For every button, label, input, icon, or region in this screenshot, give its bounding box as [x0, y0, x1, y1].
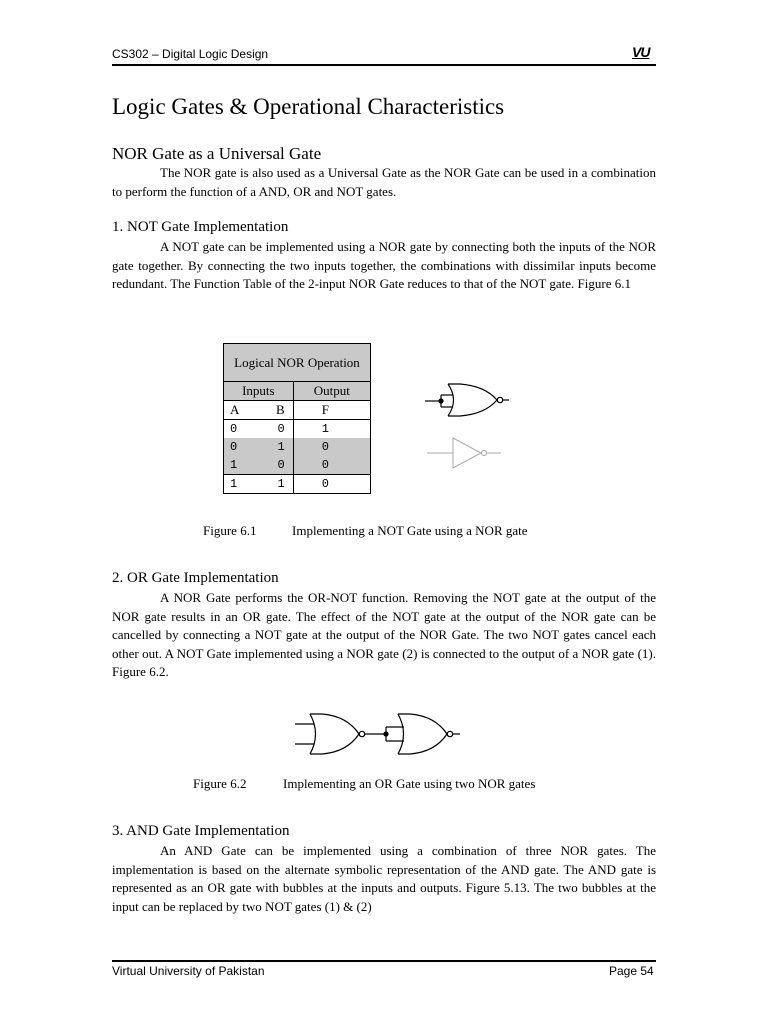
col-f-header: F — [293, 401, 370, 420]
table-row: 0 0 1 — [224, 420, 371, 439]
footer-institution: Virtual University of Pakistan — [112, 964, 265, 978]
not-heading: 1. NOT Gate Implementation — [112, 219, 289, 235]
figure-6-2-caption: Implementing an OR Gate using two NOR gates — [283, 776, 536, 791]
table-row: 1 0 0 — [224, 456, 371, 475]
section-intro: The NOR gate is also used as a Universal Gate as the NOR Gate can be used in a combination to perform the function of a AND, OR and NOT gates. — [112, 165, 656, 199]
header-rule — [112, 64, 656, 66]
section-heading: NOR Gate as a Universal Gate — [112, 144, 322, 163]
vu-logo: VU — [632, 44, 650, 60]
and-heading: 3. AND Gate Implementation — [112, 823, 290, 839]
page-number: Page 54 — [609, 964, 654, 978]
two-nor-gates-icon — [290, 710, 465, 758]
or-heading: 2. OR Gate Implementation — [112, 570, 279, 586]
table-title: Logical NOR Operation — [224, 344, 371, 382]
col-a-header: A — [224, 401, 257, 420]
output-header: Output — [293, 382, 370, 401]
figure-6-2-number: Figure 6.2 — [193, 776, 247, 791]
nor-gate-tied-inputs-icon — [420, 374, 515, 422]
page-title: Logic Gates & Operational Characteristics — [112, 94, 505, 119]
header-course: CS302 – Digital Logic Design — [112, 47, 269, 61]
figure-6-1-caption: Implementing a NOT Gate using a NOR gate — [292, 523, 528, 538]
col-b-header: B — [257, 401, 293, 420]
figure-6-1-number: Figure 6.1 — [203, 523, 257, 538]
table-row: 1 1 0 — [224, 475, 371, 494]
or-body: A NOR Gate performs the OR-NOT function. Removing the NOT gate at the output of the NOR gate results in an OR gate. The effect of the NOT gate at the output of the NOR gate can be cancelled by connecting a NOT gate at the output of the NOR Gate. The two NOT gates cancel each other out. A NOT Gate implemented using a NOR gate (2) is connected to the output of a NOR gate (1). Figure 6.2. — [112, 590, 656, 679]
inputs-header: Inputs — [224, 382, 294, 401]
table-row: 0 1 0 — [224, 438, 371, 456]
not-gate-icon — [425, 434, 505, 472]
and-body: An AND Gate can be implemented using a combination of three NOR gates. The implementation is based on the alternate symbolic representation of the AND gate. The AND gate is represented as an OR gate with bubbles at the inputs and outputs. Figure 5.13. The two bubbles at the input can be replaced by two NOT gates (1) & (2) — [112, 843, 656, 914]
footer-rule — [112, 960, 656, 962]
not-body: A NOT gate can be implemented using a NOR gate by connecting both the inputs of the NOR gate together. By connecting the two inputs together, the combinations with dissimilar inputs become redundant. The Function Table of the 2-input NOR Gate reduces to that of the NOT gate. Figure 6.1 — [112, 239, 656, 291]
nor-truth-table — [223, 343, 371, 494]
